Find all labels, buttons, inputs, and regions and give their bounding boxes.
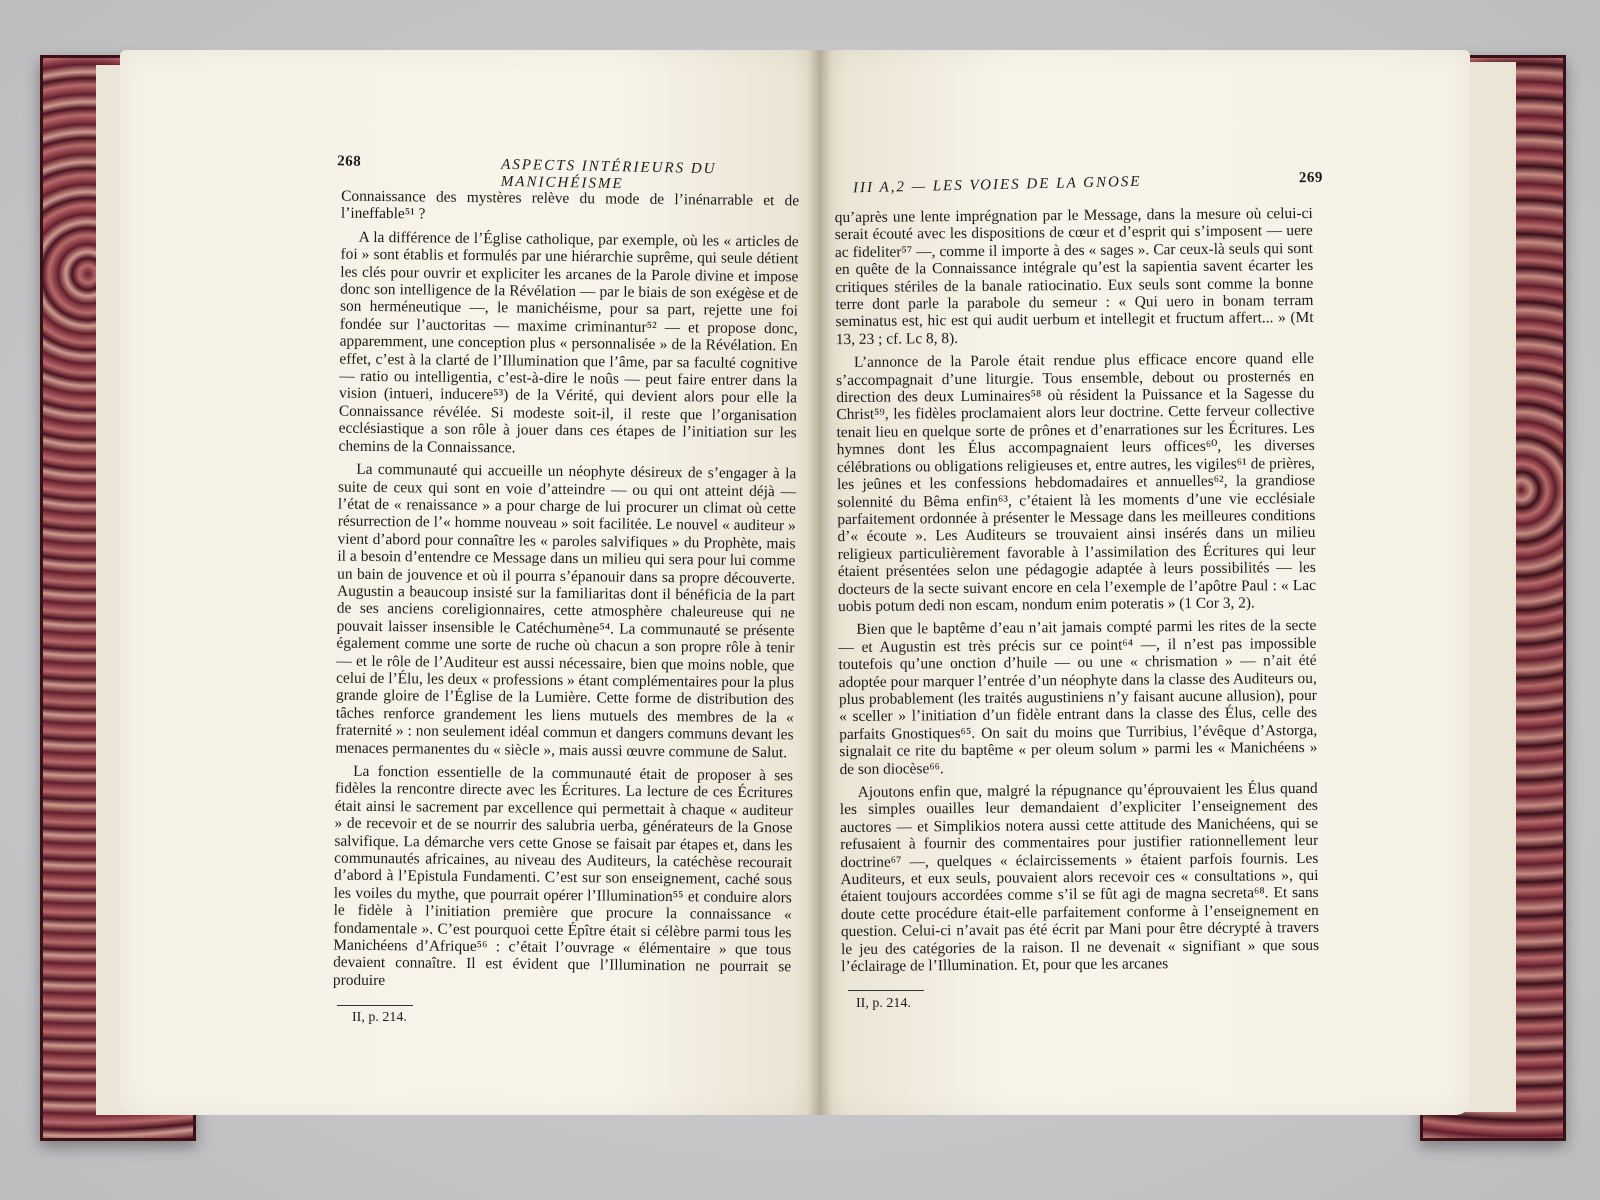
left-text-block	[333, 188, 799, 1000]
paragraph: Connaissance des mystères relève du mode de l’inénarrable et de l’ineffable⁵¹ ?	[340, 187, 800, 223]
paragraph: La communauté qui accueille un néophyte désireux de s’engager à la suite de ceux qui sont en voie d’atteindre — ou qui ont atteint déjà — l’état de « renaissance » a pour charge de lui procurer un climat où cette résurrection de l’« homme nouveau » soit facilitée. Le nouvel « auditeur » vient d’abord pour connaître les « paroles salvifiques » du Prophète, mais il a besoin d’entendre ce Message dans un milieu qui sera pour lui comme un bain de jouvence et où il pourra s’épanouir dans sa propre découverte. Augustin a beaucoup insisté sur la familiaritas dont il bénéficia de la part de ses anciens coreligionnaires, cette atmosphère chaleureuse qui ne pouvait laisser insensible le Catéchumène⁵⁴. La communauté se présente également comme une sorte de ruche où chacun a son propre rôle à tenir — et le rôle de l’Auditeur est aussi nécessaire, bien que moins noble, que celui de l’Élu, les deux « professions » étant complémentaires pour la plus grande gloire de l’Église de la Lumière. Cette forme de distribution des tâches renforce grandement les liens mutuels des membres de la « fraternité » : non seulement idéal commun et dangers communs devant les menaces permanentes du « siècle », mais aussi œuvre commune de Salut.	[335, 460, 797, 761]
footnote-rule	[337, 1005, 413, 1006]
page-number: 269	[1298, 169, 1324, 187]
paragraph: La fonction essentielle de la communauté était de proposer à ses fidèles la rencontre directe avec les Écritures. La lecture de ces Écritures était ainsi le sacrement par excellence qui permettait à chaque « auditeur » de recevoir et de se nourrir des salubria uerba, générateurs de la Gnose salvifique. La démarche vers cette Gnose se faisait par étapes et, dans les communautés africaines, au niveau des Auditeurs, la catéchèse recourait d’abord à l’Epistula Fundamenti. C’est sur son enseignement, caché sous les voiles du mythe, que pourrait opérer l’Illumination⁵⁵ et conduire alors le fidèle à l’initiation première que procure la connaissance « fondamentale ». C’est pourquoi cette Épître était si célèbre parmi tous les Manichéens d’Afrique⁵⁶ : c’était l’ouvrage « élémentaire » que tous devaient connaître. Il est évident que l’Illumination ne pourrait se produire	[332, 762, 794, 990]
footnote: II, p. 214.	[856, 996, 911, 1011]
paragraph: qu’après une lente imprégnation par le Message, dans la mesure où celui-ci serait écouté avec les dispositions de cœur et d’esprit qui s’imposent — uere ac fideliter⁵⁷ —, comme il importe à des « sages ». Car ceux-là seuls qui sont en quête de la Connaissance intégrale qu’est la sapientia savent écarter les critiques stériles de la banale ratiocinatio. Eux seuls sont comme la bonne terre dont parle la parabole du semeur : « Qui uero in bonam terram seminatus est, hic est qui audit uerbum et intellegit et fructum affert... » (Mt 13, 23 ; cf. Lc 8, 8).	[834, 204, 1314, 348]
right-text-block	[835, 205, 1320, 982]
footnote-rule	[848, 990, 924, 991]
running-head: ASPECTS INTÉRIEURS DU MANICHÉISME	[500, 156, 717, 193]
paragraph: L’annonce de la Parole était rendue plus efficace encore quand elle s’accompagnait d’une liturgie. Tous ensemble, debout ou prosternés en direction des deux Luminaires⁵⁸ où résident la Puissance et la Sagesse du Christ⁵⁹, les fidèles proclamaient alors leur doctrine. Cette ferveur collective tenait lieu en quelque sorte de prônes et d’enarrationes sur les Écritures. Les hymnes dont les Élus accompagnaient leurs offices⁶⁰, les diverses célébrations ou obligations religieuses et, entre autres, les vigiles⁶¹ de prières, les jeûnes et les confessions hebdomadaires et annuelles⁶², la grandiose solennité du Bêma enfin⁶³, c’étaient là les moments d’une vie ecclésiale parfaitement ordonnée à présenter le Message dans les meilleures conditions d’« écoute ». Les Auditeurs se trouvaient ainsi insérés dans un milieu religieux particulièrement favorable à l’assimilation des Écritures qui leur étaient présentées selon une pédagogie adaptée à leurs possibilités — les docteurs de la secte suivant encore en cela l’exemple de l’apôtre Paul : « Lac uobis potum dedi non escam, nondum enim poteratis » (1 Cor 3, 2).	[836, 350, 1317, 616]
book-gutter	[808, 50, 832, 1115]
paragraph: Ajoutons enfin que, malgré la répugnance qu’éprouvaient les Élus quand les simples ouailles leur demandaient d’expliciter l’enseignement des auctores — et Simplikios notera aussi cette attitude des Manichéens, qui se refusaient à fournir des commentaires pour justifier rationnellement leur doctrine⁶⁷ —, quelques « éclaircissements » étaient parfois fournis. Les Auditeurs, et eux seuls, pouvaient alors recevoir ces « consultations », qui étaient toujours accordées comme s’il se fût agi de magna secreta⁶⁸. Et sans doute cette procédure était-elle parfaitement conforme à l’enseignement en question. Celui-ci n’avait pas été écrit par Mani pour être décrypté à travers le jeu des catégories de la raison. Il ne devenait « signifiant » que sous l’éclairage de l’Illumination. Et, pour que les arcanes	[839, 779, 1320, 976]
paragraph: A la différence de l’Église catholique, par exemple, où les « articles de foi » sont établis et formulés par une hiérarchie suprême, qui seule détient les clés pour ouvrir et expliciter les arcanes de la Parole divine et impose donc son intelligence de la Révélation — par le biais de son exégèse et de son herméneutique —, le manichéisme, pour sa part, rejette une foi fondée sur l’auctoritas — maxime criminantur⁵² — et propose donc, apparemment, une conception plus « personnalisée » de la Révélation. En effet, c’est à la clarté de l’Illumination que l’âme, par sa faculté cognitive — ratio ou intelligentia, c’est-à-dire le noûs — peut faire entrer dans la vision (intueri, inducere⁵³) de la Vérité, qui devient alors pour elle la Connaissance révélée. Si modeste soit-il, il reste que l’organisation ecclésiastique a son rôle à jouer dans ces étapes de l’initiation sur les chemins de la Connaissance.	[338, 228, 799, 457]
running-head: III A,2 — LES VOIES DE LA GNOSE	[852, 173, 1142, 197]
page-number: 268	[337, 153, 362, 170]
paragraph: Bien que le baptême d’eau n’ait jamais compté parmi les rites de la secte — et Augustin est très précis sur ce point⁶⁴ —, il n’est pas impossible toutefois qu’une onction d’huile — ou une « chrismation » — n’ait été adoptée pour marquer l’entrée d’un néophyte dans la classe des Auditeurs ou, plus probablement (les traités augustiniens n’y faisant aucune allusion), pour « sceller » l’initiation d’un fidèle entrant dans la classe des Élus, celle des parfaits Gnostiques⁶⁵. On sait du moins que Turribius, l’évêque d’Astorga, signalait ce rite du baptême « per oleum solum » parmi les « Manichéens » de son diocèse⁶⁶.	[838, 617, 1318, 778]
footnote: II, p. 214.	[352, 1010, 407, 1025]
